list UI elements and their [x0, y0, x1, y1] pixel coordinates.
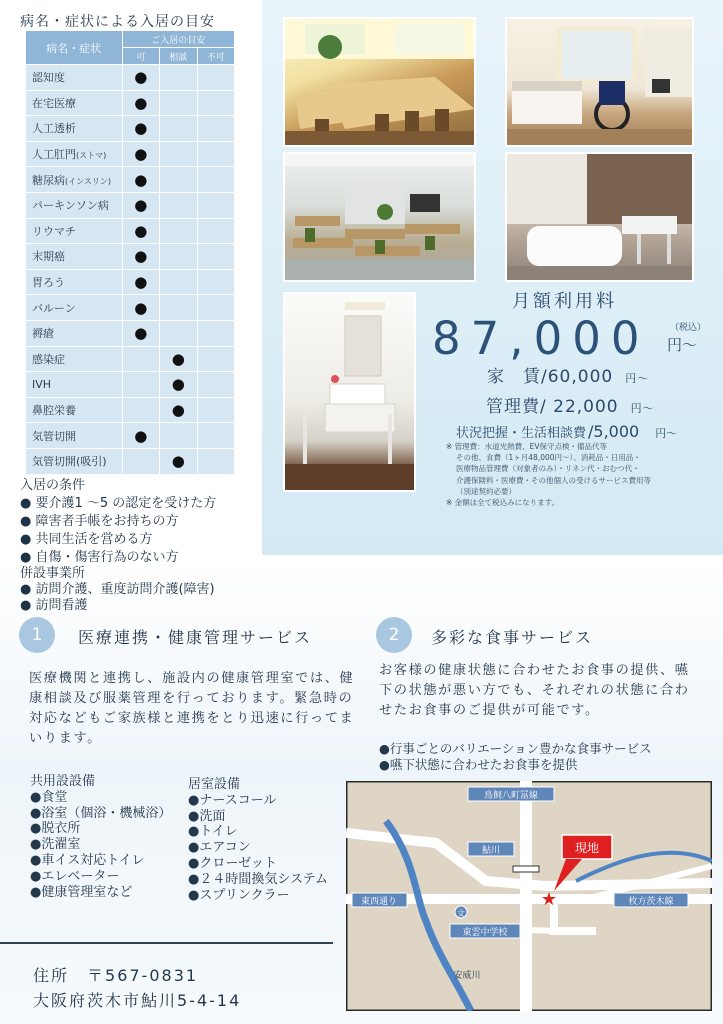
facility-item: ● 浴室（個浴・機械浴） — [30, 806, 171, 822]
map-text-ayukawa: 鮎川 — [481, 846, 501, 856]
disease-name-text: IVH — [32, 377, 52, 391]
table-row — [26, 372, 235, 398]
management-fee-unit: 円～ — [630, 402, 655, 415]
disease-name-text: 胃ろう — [32, 276, 65, 290]
table-row — [26, 448, 235, 474]
mark-ok: ● — [122, 218, 159, 244]
mark-ng — [197, 167, 234, 193]
mark-ng — [197, 244, 234, 270]
mark-consult: ● — [160, 397, 197, 423]
disease-name-text: 感染症 — [32, 352, 65, 366]
table-row — [26, 116, 235, 142]
mark-ok: ● — [122, 244, 159, 270]
mark-ng — [197, 397, 234, 423]
map-text-river-1: 安威川 — [453, 971, 481, 981]
disease-name — [26, 295, 123, 321]
mark-ok: ● — [122, 192, 159, 218]
mark-consult — [160, 320, 197, 346]
admission-conditions — [20, 477, 216, 567]
mark-ng — [197, 320, 234, 346]
mark-consult — [160, 269, 197, 295]
mark-ng — [197, 295, 234, 321]
table-row — [26, 167, 235, 193]
mark-ok: ● — [122, 90, 159, 116]
disease-name — [26, 448, 123, 474]
disease-name — [26, 269, 123, 295]
facility-item: ● エレベーター — [30, 869, 171, 885]
condition-item: ● 共同生活を営める方 — [20, 531, 216, 549]
affiliated-offices — [20, 566, 215, 614]
room-facility-item: ● ２４時間換気システム — [188, 872, 328, 888]
consultation-fee-line — [456, 422, 677, 441]
map-text-school-mark: 文 — [457, 909, 465, 918]
map-label-east-west — [352, 893, 407, 907]
table-row — [26, 320, 235, 346]
column-header-group: ご入居の目安 — [122, 31, 234, 48]
condition-item: ● 自傷・傷害行為のない方 — [20, 549, 216, 567]
disease-name-text: 鼻腔栄養 — [32, 404, 76, 418]
mark-ok: ● — [122, 295, 159, 321]
room-facility-item: ● クローゼット — [188, 856, 328, 872]
mark-ok: ● — [122, 65, 159, 91]
meal-service-list — [379, 741, 652, 773]
service-title-medical: 医療連携・健康管理サービス — [78, 628, 313, 647]
disease-name — [26, 167, 123, 193]
disease-name-text: バルーン — [32, 301, 76, 315]
disease-name-text: 褥瘡 — [32, 327, 54, 341]
service-text-meals: お客様の健康状態に合わせたお食事の提供、嚥下の状態が悪い方でも、それぞれの状態に合わせたお食事のご提供が可能です。 — [379, 663, 690, 718]
consultation-fee-unit: 円～ — [655, 427, 678, 440]
disease-name-text: リウマチ — [32, 224, 76, 238]
fee-note: ※ 管理費：水道光熱費、EV保守点検・備品代等 — [446, 442, 608, 451]
mark-consult — [160, 116, 197, 142]
mark-ng — [197, 90, 234, 116]
mark-ng — [197, 65, 234, 91]
facility-item: ● 洗濯室 — [30, 837, 171, 853]
fee-note: 介護保険料・医療費・その他個人の受けるサービス費用等 — [456, 475, 651, 485]
disease-name-text: 在宅医療 — [32, 96, 76, 110]
common-facilities-title: 共用設設備 — [30, 774, 96, 789]
map-text-school: 東雲中学校 — [462, 928, 508, 938]
mark-consult — [160, 167, 197, 193]
disease-name — [26, 346, 123, 372]
table-row — [26, 397, 235, 423]
mark-consult — [160, 90, 197, 116]
table-row — [26, 90, 235, 116]
mark-ok — [122, 397, 159, 423]
mark-ng — [197, 372, 234, 398]
mark-ng — [197, 192, 234, 218]
mark-consult — [160, 192, 197, 218]
monthly-fee-total: 87,000 — [432, 312, 650, 365]
column-header-ng: 不可 — [197, 48, 234, 65]
yen-unit: 円～ — [667, 336, 698, 354]
conditions-title: 入居の条件 — [20, 478, 86, 493]
mark-ng — [197, 218, 234, 244]
affiliated-item: ● 訪問看護 — [20, 598, 215, 614]
disease-name-text: 気管切開(吸引) — [32, 455, 107, 469]
meal-service-item: ● 嚥下状態に合わせたお食事を提供 — [379, 757, 652, 773]
location-map — [346, 781, 712, 1011]
mark-ng — [197, 346, 234, 372]
column-header-name: 病名・症状 — [26, 31, 123, 65]
service-number-1: 1 — [19, 617, 55, 653]
disease-name-note: (インスリン) — [65, 176, 112, 186]
table-row — [26, 269, 235, 295]
map-label-river — [453, 969, 480, 981]
mark-ok: ● — [122, 423, 159, 449]
mark-ok — [122, 448, 159, 474]
rent-line — [487, 362, 649, 387]
room-facility-item: ● ナースコール — [188, 793, 328, 809]
fee-notes — [446, 441, 708, 508]
facility-item: ● 健康管理室など — [30, 885, 171, 901]
map-label-hirakata — [614, 893, 688, 907]
fee-note: ※ 金額は全て税込みになります。 — [446, 498, 560, 508]
tax-included-label: （税込） — [670, 323, 707, 333]
service-title-meals: 多彩な食事サービス — [431, 628, 594, 647]
room-facility-item: ● 洗面 — [188, 809, 328, 825]
disease-name — [26, 372, 123, 398]
service-text-medical: 医療機関と連携し、施設内の健康管理室では、健康相談及び服薬管理を行っております。緊急時の対応などもご家族様と連携をとり迅速に行ってまいります。 — [29, 671, 355, 746]
facility-item: ● 脱衣所 — [30, 821, 171, 837]
mark-ng — [197, 448, 234, 474]
condition-item: ● 障害者手帳をお持ちの方 — [20, 513, 216, 531]
column-header-consult: 相談 — [160, 48, 197, 65]
mark-consult: ● — [160, 346, 197, 372]
disease-name-text: 人工肛門 — [32, 148, 76, 162]
mark-ng — [197, 116, 234, 142]
common-hall-photo — [283, 152, 476, 282]
disease-name-text: 認知度 — [32, 71, 65, 85]
disease-name-text: 人工透析 — [32, 122, 76, 136]
mark-ng — [197, 423, 234, 449]
disease-name — [26, 218, 123, 244]
map-text-east-west: 東西通り — [360, 897, 398, 907]
table-row — [26, 295, 235, 321]
mark-ok: ● — [122, 320, 159, 346]
disease-name — [26, 141, 123, 167]
monthly-fee-label: 月額利用料 — [512, 291, 617, 312]
room-facilities-title: 居室設備 — [188, 777, 241, 792]
mark-ng — [197, 141, 234, 167]
washroom-photo — [283, 292, 416, 492]
address-label: 住所 — [33, 966, 70, 985]
mark-ok — [122, 372, 159, 398]
table-row — [26, 423, 235, 449]
mark-consult: ● — [160, 372, 197, 398]
disease-name — [26, 192, 123, 218]
bathroom-photo — [505, 152, 694, 282]
map-text-hirakata: 枚方茨木線 — [628, 897, 674, 907]
disease-name-note: (ストマ) — [76, 151, 107, 161]
address-divider — [0, 942, 333, 944]
map-text-here: 現地 — [574, 841, 600, 855]
address-zip-line — [33, 963, 198, 986]
room-facility-item: ● トイレ — [188, 824, 328, 840]
postal-code: 〒567-0831 — [87, 966, 199, 985]
mark-ok: ● — [122, 116, 159, 142]
column-header-ok: 可 — [122, 48, 159, 65]
affiliated-item: ● 訪問介護、重度訪問介護(障害) — [20, 582, 215, 598]
room-facility-item: ● エアコン — [188, 840, 328, 856]
fee-note: 医療物品管理費（対象者のみ）・リネン代・おむつ代・ — [456, 464, 640, 474]
disease-name — [26, 116, 123, 142]
map-text-route-top: 鳥飼八町冨線 — [483, 791, 539, 801]
table-title: 病名・症状による入居の目安 — [20, 14, 215, 30]
table-row — [26, 141, 235, 167]
service-number-2: 2 — [376, 617, 412, 653]
rent-unit: 円～ — [625, 372, 650, 385]
disease-name-text: 末期癌 — [32, 250, 65, 264]
mark-ng — [197, 269, 234, 295]
management-fee-value: 管理費/ 22,000 — [486, 397, 619, 417]
table-row — [26, 218, 235, 244]
address-line: 大阪府茨木市鮎川5-4-14 — [33, 991, 242, 1010]
mark-consult — [160, 65, 197, 91]
consultation-fee-amount: /5,000 — [588, 422, 640, 441]
disease-name — [26, 423, 123, 449]
room-facility-item: ● スプリンクラー — [188, 888, 328, 904]
disease-name-text: 気管切開 — [32, 429, 76, 443]
fee-note: その他、食費（1ヶ月48,000円～）、消耗品・日用品・ — [456, 453, 641, 463]
disease-name-text: パーキンソン病 — [32, 199, 109, 213]
affiliated-title: 併設事業所 — [20, 566, 86, 581]
disease-name — [26, 397, 123, 423]
consultation-fee-label: 状況把握・生活相談費 — [456, 426, 587, 441]
disease-name — [26, 244, 123, 270]
disease-name-text: 糖尿病 — [32, 173, 65, 187]
location-star-icon: ★ — [540, 889, 558, 910]
condition-item: ● 要介護1 ～5 の認定を受けた方 — [20, 495, 216, 513]
mark-consult — [160, 423, 197, 449]
disease-name — [26, 65, 123, 91]
table-row — [26, 192, 235, 218]
fee-note: （別途契約必要） — [456, 486, 516, 496]
private-room-photo — [505, 17, 694, 147]
mark-ok — [122, 346, 159, 372]
table-body — [26, 65, 235, 475]
table-row — [26, 244, 235, 270]
table-row — [26, 346, 235, 372]
mark-consult: ● — [160, 448, 197, 474]
rent-value: 家 賃/60,000 — [487, 367, 614, 387]
dining-room-photo — [283, 17, 476, 147]
mark-consult — [160, 218, 197, 244]
room-facilities — [188, 777, 328, 903]
disease-name — [26, 320, 123, 346]
facility-item: ● 車イス対応トイレ — [30, 853, 171, 869]
disease-name — [26, 90, 123, 116]
map-label-route-top — [468, 787, 554, 801]
mark-consult — [160, 295, 197, 321]
mark-ok: ● — [122, 269, 159, 295]
table-row — [26, 65, 235, 91]
map-label-ayukawa — [468, 842, 514, 856]
common-facilities — [30, 774, 171, 900]
meal-service-item: ● 行事ごとのバリエーション豊かな食事サービス — [379, 741, 652, 757]
mark-consult — [160, 244, 197, 270]
mark-ok: ● — [122, 167, 159, 193]
admission-guide-table — [25, 30, 235, 475]
mark-ok: ● — [122, 141, 159, 167]
management-fee-line — [486, 392, 655, 417]
facility-item: ● 食堂 — [30, 790, 171, 806]
mark-consult — [160, 141, 197, 167]
